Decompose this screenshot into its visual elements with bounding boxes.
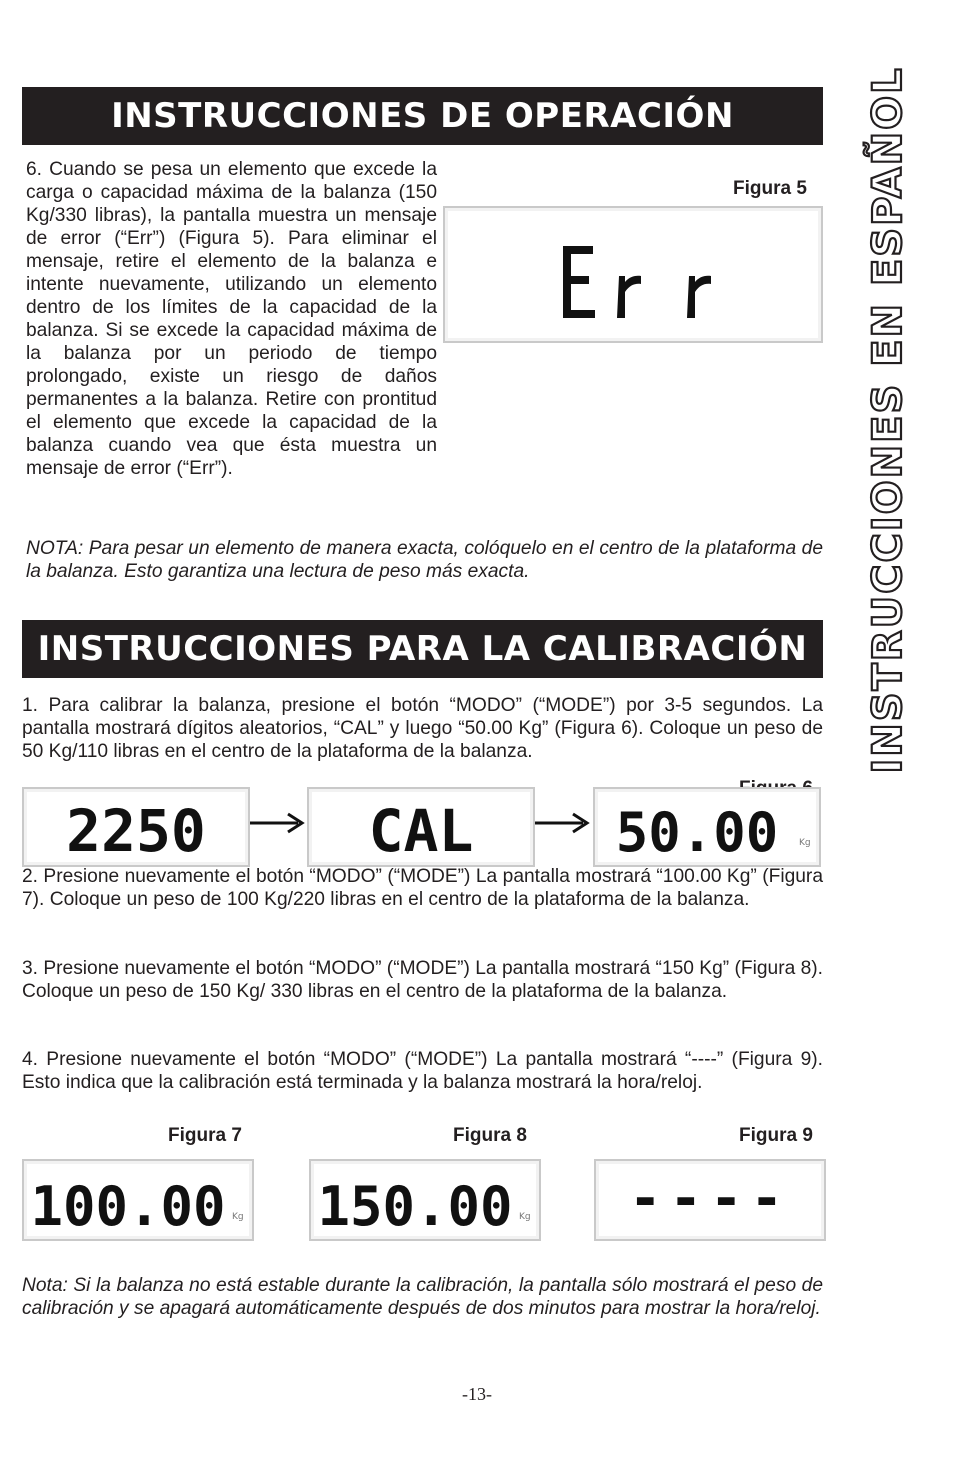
figure-9-label: Figura 9 xyxy=(739,1125,813,1146)
figure-9-display xyxy=(594,1159,826,1241)
figure-6-display-cal xyxy=(307,787,535,867)
display-100-text: 100.00 xyxy=(30,1175,226,1238)
arrow-right-icon xyxy=(535,811,591,840)
figure-6-display-50 xyxy=(593,787,821,867)
err-display-svg xyxy=(445,208,821,341)
display-cal-svg xyxy=(309,789,533,865)
display-150-text: 150.00 xyxy=(317,1175,513,1238)
unit-kg: Kg xyxy=(519,1212,531,1222)
operation-note: NOTA: Para pesar un elemento de manera exacta, colóquelo en el centro de la plataforma de la balanza. Esto garantiza una lectura de peso más exacta. xyxy=(26,538,823,582)
step-3-paragraph: 3. Presione nuevamente el botón “MODO” (“MODE”) La pantalla mostrará “150 Kg” (Figura 8). Coloque un peso de 150 Kg/ 330 libras en el centro de la plataforma de la balanza. xyxy=(22,958,823,1002)
section-calibration-title: INSTRUCCIONES PARA LA CALIBRACIÓN xyxy=(22,620,823,678)
figure-7-label: Figura 7 xyxy=(168,1125,242,1146)
arrow-right-icon xyxy=(250,811,306,840)
figure-8-display xyxy=(309,1159,541,1241)
side-title-text: INSTRUCCIONES EN ESPAÑOL xyxy=(865,66,911,774)
calibration-note: Nota: Si la balanza no está estable durante la calibración, la pantalla sólo mostrará el peso de calibración y se apagará automáticamente después de dos minutos para mostrar la hora/reloj. xyxy=(22,1275,823,1319)
figure-8-label: Figura 8 xyxy=(453,1125,527,1146)
display-dashes-svg xyxy=(596,1161,824,1239)
display-2250-text: 2250 xyxy=(66,797,206,865)
step-6-paragraph: 6. Cuando se pesa un elemento que excede la carga o capacidad máxima de la balanza (150 Kg/330 libras), la pantalla muestra un mensaje de error (“Err”) (Figura 5). Para eliminar el mensaje, retire el elemento de la balanza e intente nuevamente, utilizando un elemento dentro de los límites de la capacidad de la balanza. Si se excede la capacidad máxima de la balanza por un periodo de tiempo prolongado, existe un riesgo de daños permanentes a la balanza. Retire con prontitud el elemento que excede la capacidad de la balanza cuando vea que ésta muestra un mensaje de error (“Err”). xyxy=(26,159,437,479)
step-2-paragraph: 2. Presione nuevamente el botón “MODO” (“MODE”) La pantalla mostrará “100.00 Kg” (Figura 7). Coloque un peso de 100 Kg/220 libras en el centro de la plataforma de la balanza. xyxy=(22,866,823,910)
display-dashes-text: ---- xyxy=(628,1167,792,1230)
display-cal-text: CAL xyxy=(368,797,474,865)
figure-6-display-2250 xyxy=(22,787,250,867)
figure-7-display xyxy=(22,1159,254,1241)
figure-5-label: Figura 5 xyxy=(733,178,807,199)
display-100-svg xyxy=(24,1161,252,1239)
display-50-text: 50.00 xyxy=(615,801,779,864)
step-1-paragraph: 1. Para calibrar la balanza, presione el botón “MODO” (“MODE”) por 3-5 segundos. La pantalla mostrará dígitos aleatorios, “CAL” y luego “50.00 Kg” (Figura 6). Coloque un peso de 50 Kg/110 libras en el centro de la plataforma de la balanza. xyxy=(22,695,823,762)
unit-kg: Kg xyxy=(232,1212,244,1222)
section-operation-title: INSTRUCCIONES DE OPERACIÓN xyxy=(22,87,823,145)
display-2250-svg xyxy=(24,789,248,865)
figure-5-display xyxy=(443,206,823,343)
page-number: -13- xyxy=(462,1384,492,1404)
display-150-svg xyxy=(311,1161,539,1239)
step-4-paragraph: 4. Presione nuevamente el botón “MODO” (“MODE”) La pantalla mostrará “----” (Figura 9). Esto indica que la calibración está terminada y la balanza mostrará la hora/reloj. xyxy=(22,1049,823,1093)
display-50-svg xyxy=(595,789,819,865)
unit-kg: Kg xyxy=(799,838,811,848)
